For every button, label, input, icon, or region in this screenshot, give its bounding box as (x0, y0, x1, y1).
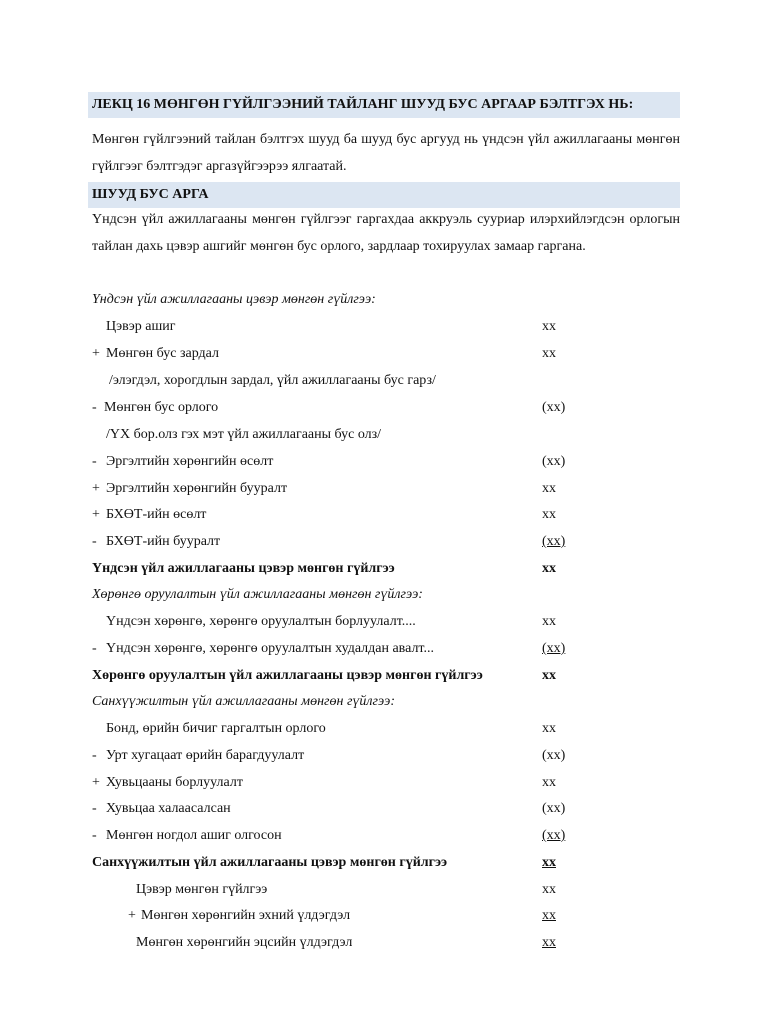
financing-row (92, 826, 680, 846)
investing-total-row (92, 666, 680, 686)
row-label: Бонд, өрийн бичиг гаргалтын орлого (106, 721, 326, 736)
row-label: Урт хугацаат өрийн барагдуулалт (106, 748, 305, 763)
row-value: xx (542, 614, 556, 629)
row-label: Үндсэн хөрөнгө, хөрөнгө оруулалтын борлуулалт.... (106, 614, 416, 629)
row-sign: - (92, 534, 97, 549)
row-sign: + (92, 481, 100, 496)
row-value: (xx) (542, 534, 566, 549)
method-paragraph: Үндсэн үйл ажиллагааны мөнгөн гүйлгээг гаргахдаа аккруэль сууриар илэрхийлэгдсэн орлогын тайлан дахь цэвэр ашгийг мөнгөн бус орлого, зардлаар тохируулах замаар гаргана. (92, 212, 680, 254)
operating-section-title: Үндсэн үйл ажиллагааны цэвэр мөнгөн гүйлгээ: (92, 292, 376, 307)
operating-row (92, 532, 680, 552)
total-value: xx (542, 561, 556, 576)
row-value: xx (542, 775, 556, 790)
row-sign: - (92, 454, 97, 469)
row-label: Мөнгөн хөрөнгийн эцсийн үлдэгдэл (136, 935, 353, 950)
row-value: xx (542, 882, 556, 897)
financing-row (92, 746, 680, 766)
lecture-heading: ЛЕКЦ 16 МӨНГӨН ГҮЙЛГЭЭНИЙ ТАЙЛАНГ ШУУД БУС АРГААР БЭЛТГЭХ НЬ: (88, 92, 680, 118)
row-value: (xx) (542, 400, 566, 415)
row-value: (xx) (542, 454, 566, 469)
row-label: Хувьцааны борлуулалт (106, 775, 243, 790)
total-label: Санхүүжилтын үйл ажиллагааны цэвэр мөнгөн гүйлгээ (92, 855, 448, 870)
investing-row (92, 639, 680, 659)
financing-row (92, 773, 680, 793)
row-value: (xx) (542, 801, 566, 816)
row-label: Эргэлтийн хөрөнгийн өсөлт (106, 454, 274, 469)
row-sign: - (92, 828, 97, 843)
intro-paragraph: Мөнгөн гүйлгээний тайлан бэлтгэх шууд ба шууд бус аргууд нь үндсэн үйл ажиллагааны мөнгөн гүйлгээг бэлтгэдэг аргазүйгээрээ ялгаатай. (92, 132, 680, 174)
operating-row-note (92, 425, 680, 445)
ending-balance-row (92, 933, 680, 953)
row-label: /элэгдэл, хорогдлын зардал, үйл ажиллагааны бус гарз/ (109, 373, 436, 388)
row-value: xx (542, 507, 556, 522)
row-value: xx (542, 721, 556, 736)
financing-row (92, 799, 680, 819)
row-label: Эргэлтийн хөрөнгийн бууралт (106, 481, 288, 496)
row-value: (xx) (542, 748, 566, 763)
row-value: (xx) (542, 641, 566, 656)
operating-row (92, 344, 680, 364)
operating-row (92, 398, 680, 418)
row-label: Мөнгөн хөрөнгийн эхний үлдэгдэл (141, 908, 351, 923)
row-sign: + (128, 908, 136, 923)
row-sign: - (92, 748, 97, 763)
total-value: xx (542, 668, 556, 683)
row-label: /ҮХ бор.олз гэх мэт үйл ажиллагааны бус олз/ (106, 427, 382, 442)
row-label: Мөнгөн бус орлого (104, 400, 219, 415)
row-sign: + (92, 507, 100, 522)
row-value: xx (542, 935, 556, 950)
operating-row (92, 452, 680, 472)
operating-row (92, 479, 680, 499)
investing-section-title: Хөрөнгө оруулалтын үйл ажиллагааны мөнгөн гүйлгээ: (92, 587, 423, 602)
section-heading-indirect: ШУУД БУС АРГА (88, 182, 680, 208)
operating-total-row (92, 559, 680, 579)
operating-row (92, 505, 680, 525)
row-value: xx (542, 346, 556, 361)
investing-row (92, 612, 680, 632)
total-value: xx (542, 855, 556, 870)
row-sign: - (92, 400, 97, 415)
row-label: Хувьцаа халаасалсан (106, 801, 231, 816)
row-label: Цэвэр мөнгөн гүйлгээ (136, 882, 268, 897)
financing-section-title: Санхүүжилтын үйл ажиллагааны мөнгөн гүйлгээ: (92, 694, 395, 709)
row-sign: + (92, 346, 100, 361)
financing-total-row (92, 853, 680, 873)
row-value: xx (542, 319, 556, 334)
row-value: xx (542, 481, 556, 496)
row-label: БХӨТ-ийн бууралт (106, 534, 221, 549)
row-label: Цэвэр ашиг (106, 319, 176, 334)
row-value: xx (542, 908, 556, 923)
row-label: Мөнгөн бус зардал (106, 346, 219, 361)
row-label: БХӨТ-ийн өсөлт (106, 507, 207, 522)
operating-row-note (92, 371, 680, 391)
row-value: (xx) (542, 828, 566, 843)
financing-row (92, 719, 680, 739)
operating-row (92, 317, 680, 337)
row-sign: - (92, 801, 97, 816)
row-sign: + (92, 775, 100, 790)
row-label: Мөнгөн ногдол ашиг олгосон (106, 828, 282, 843)
beginning-balance-row (92, 906, 680, 926)
net-cash-flow-row (92, 880, 680, 900)
row-label: Үндсэн хөрөнгө, хөрөнгө оруулалтын худалдан авалт... (106, 641, 434, 656)
total-label: Үндсэн үйл ажиллагааны цэвэр мөнгөн гүйлгээ (92, 561, 395, 576)
total-label: Хөрөнгө оруулалтын үйл ажиллагааны цэвэр мөнгөн гүйлгээ (92, 668, 483, 683)
row-sign: - (92, 641, 97, 656)
